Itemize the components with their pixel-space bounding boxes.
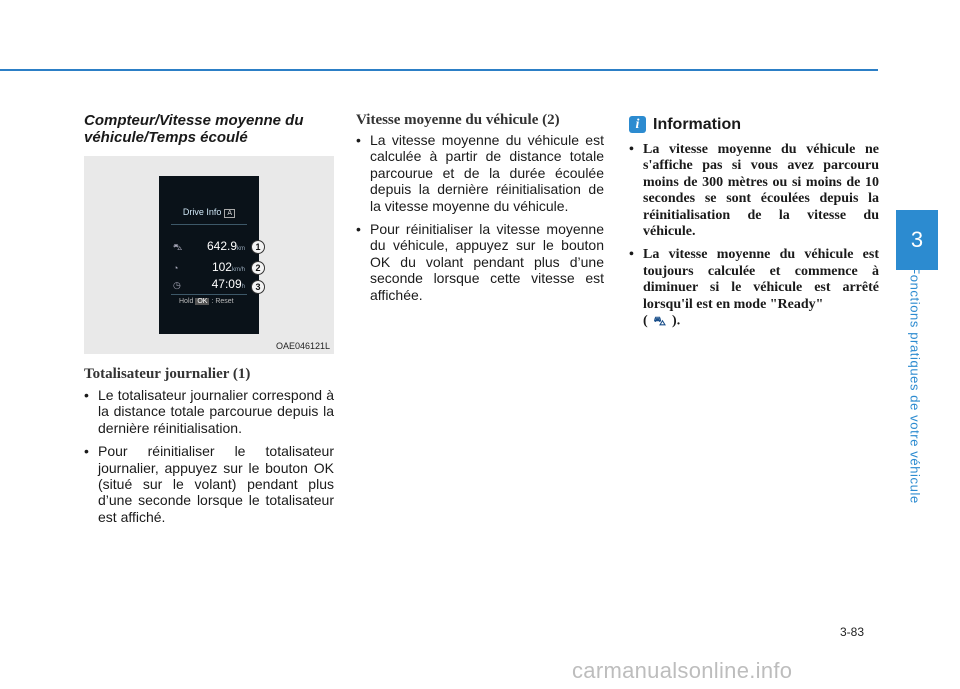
speed-number: 102: [211, 260, 232, 274]
subheading-trip-meter: Totalisateur journalier (1): [84, 366, 251, 382]
distance-unit: km: [237, 246, 245, 252]
hold-label: Hold: [179, 298, 194, 305]
list-item: • Pour réinitialiser le totalisateur journalier, appuyez sur le bouton OK (situé sur le volant) pendant plus d’une seconde lorsque le totalisateur est affiché.: [84, 443, 334, 525]
list-item: [629, 247, 879, 329]
screen-badge: A: [224, 209, 235, 218]
average-speed-value: [187, 260, 245, 274]
section-heading-average-speed: Vitesse moyenne du véhicule (2): [356, 112, 560, 128]
ok-label: OK: [197, 298, 208, 305]
page-number: 3-83: [840, 625, 865, 639]
drive-info-title: [159, 207, 259, 218]
image-code: OAE046121L: [275, 341, 330, 351]
trip-distance-value: [187, 239, 245, 253]
ready-open: (: [643, 313, 648, 329]
header-rule: [0, 69, 878, 71]
drive-info-label: Drive Info: [182, 207, 222, 217]
screen-divider: [171, 294, 247, 295]
info-icon: i: [629, 116, 646, 133]
screen-divider: [171, 224, 247, 225]
list-item: • Le totalisateur journalier correspond à la distance totale parcourue depuis la dernière réinitialisation.: [84, 387, 334, 436]
chapter-number: 3: [910, 227, 924, 252]
ready-car-icon: ⛍: [653, 314, 667, 329]
chapter-tab: [896, 210, 938, 270]
marker-2: 2: [251, 261, 265, 275]
watermark: carmanualsonline.info: [572, 658, 793, 683]
speed-unit: km/h: [231, 267, 245, 273]
marker-3: 3: [251, 280, 265, 294]
info-title: Information: [653, 116, 741, 133]
distance-number: 642.9: [206, 239, 237, 253]
marker-1: 1: [251, 240, 265, 254]
cluster-figure: [84, 156, 334, 354]
ready-close: ).: [672, 313, 681, 329]
cluster-screen: [159, 176, 259, 334]
time-number: 47:09: [211, 277, 242, 291]
average-speed-list: [356, 132, 604, 310]
list-item: • La vitesse moyenne du véhicule ne s'affiche pas si vous avez parcouru moins de 300 mètres ou si moins de 10 secondes se sont écoulées depuis la réinitialisation de la vitesse du véhicule.: [629, 142, 879, 240]
chapter-title: Fonctions pratiques de votre véhicule: [907, 266, 923, 504]
chapter-title-vertical: [903, 265, 927, 505]
clock-icon: ◷: [173, 280, 181, 290]
car-icon: ⛍: [173, 242, 183, 252]
list-item: • La vitesse moyenne du véhicule est calculée à partir de distance totale parcourue et de la durée écoulée depuis la dernière réinitialisation de la vitesse moyenne du véhicule.: [356, 132, 604, 214]
hold-ok-reset: [179, 298, 234, 305]
section-heading-trip: Compteur/Vitesse moyenne du véhicule/Temps écoulé: [84, 112, 304, 146]
info-list: [629, 142, 879, 337]
info-text: La vitesse moyenne du véhicule est toujours calculée et commence à diminuer si le véhicule est arrêté lorsqu'il est en mode "Ready": [643, 247, 879, 312]
trip-meter-list: [84, 387, 334, 532]
reset-label: : Reset: [211, 298, 234, 305]
speedometer-icon: ◔: [173, 263, 179, 273]
time-unit: h: [241, 284, 245, 290]
elapsed-time-value: [187, 277, 245, 291]
list-item: • Pour réinitialiser la vitesse moyenne du véhicule, appuyez sur le bouton OK du volant pendant plus d’une seconde lorsque cette vitesse est affichée.: [356, 221, 604, 303]
